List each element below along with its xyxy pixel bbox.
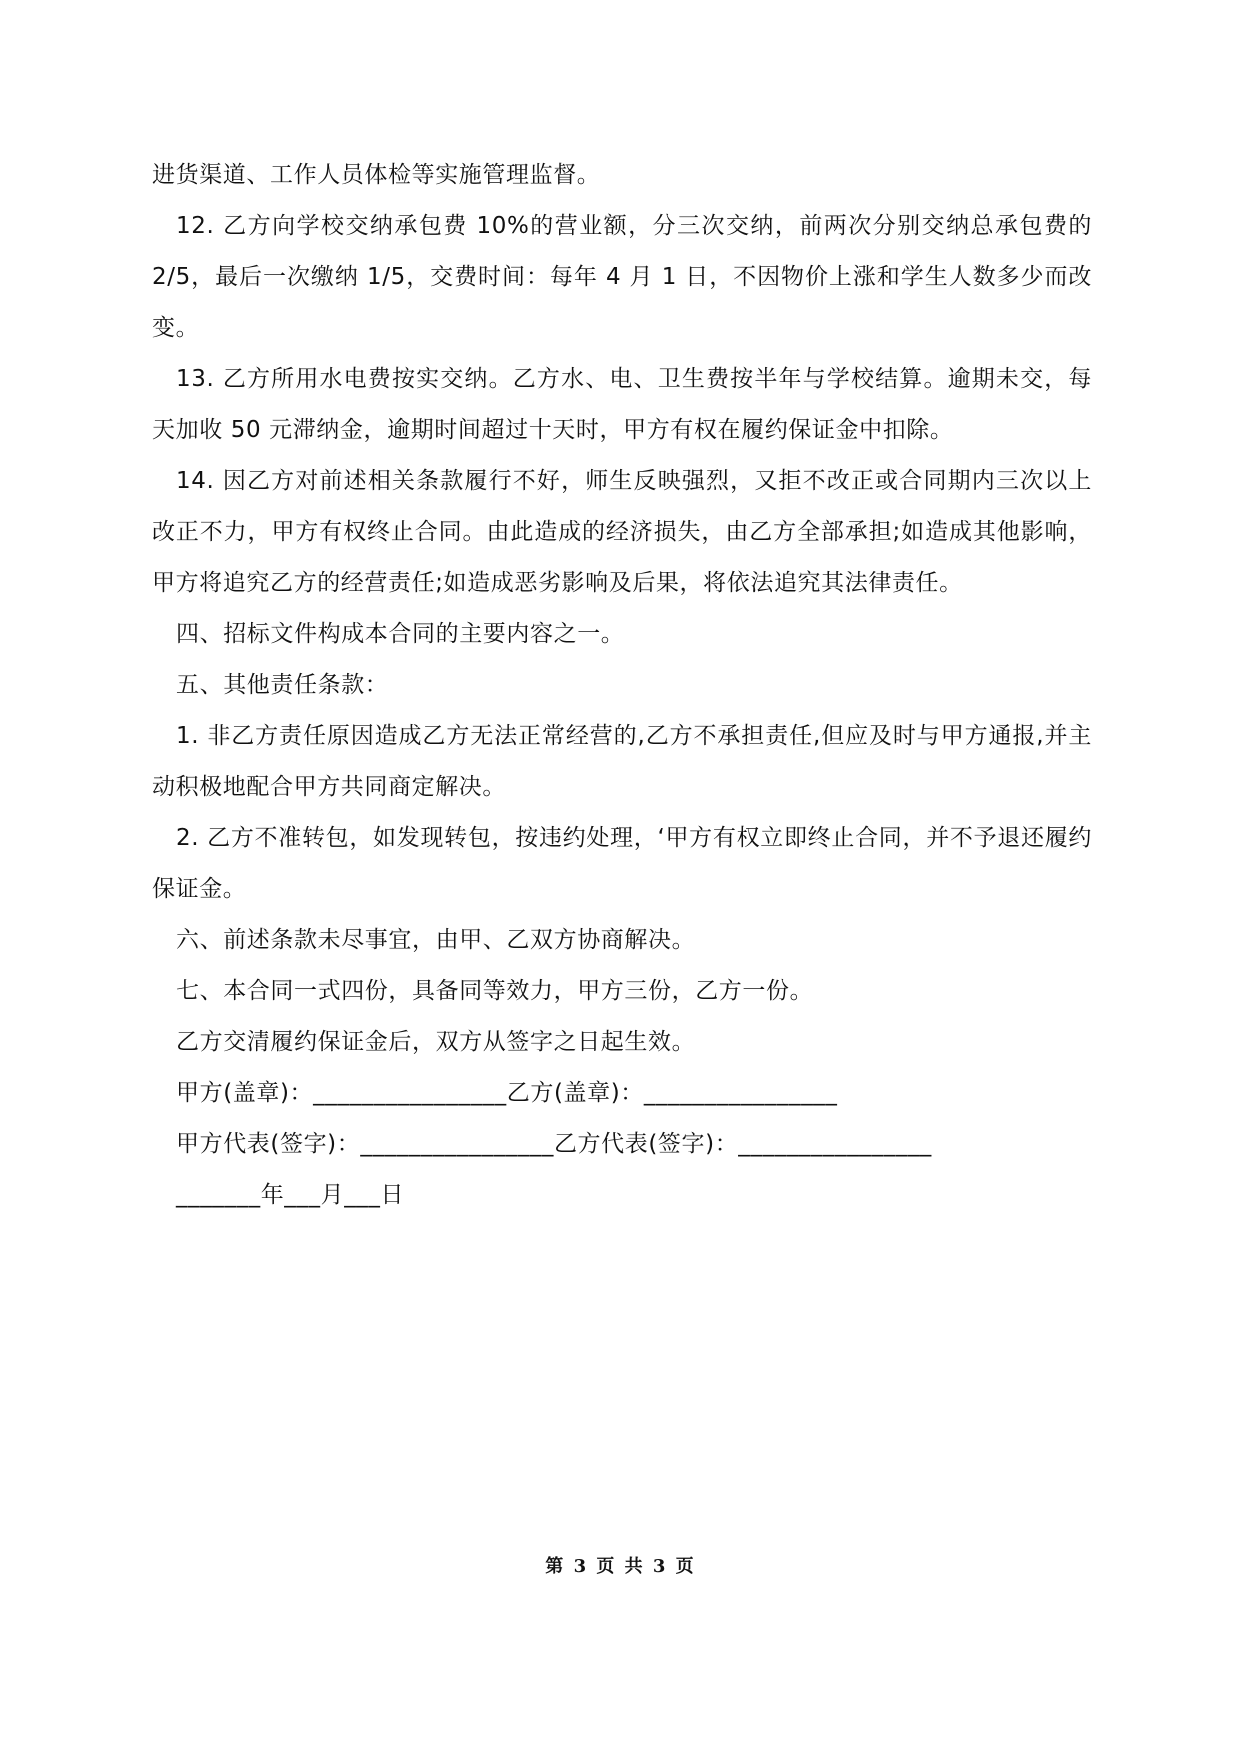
date-line: _______年___月___日	[176, 1182, 405, 1208]
paragraph-continuation: 进货渠道、工作人员体检等实施管理监督。	[152, 162, 601, 188]
section-four: 四、招标文件构成本合同的主要内容之一。	[176, 621, 625, 647]
document-body	[152, 150, 1092, 1221]
section-five-clause-1: 1. 非乙方责任原因造成乙方无法正常经营的,乙方不承担责任,但应及时与甲方通报,并主动积极地配合甲方共同商定解决。	[152, 723, 1092, 800]
section-five-clause-2: 2. 乙方不准转包，如发现转包，按违约处理，‘甲方有权立即终止合同，并不予退还履约保证金。	[152, 825, 1092, 902]
section-seven: 七、本合同一式四份，具备同等效力，甲方三份，乙方一份。	[176, 978, 814, 1004]
seal-signature-line: 甲方(盖章)：________________乙方(盖章)：________________	[176, 1080, 838, 1106]
clause-14: 14. 因乙方对前述相关条款履行不好，师生反映强烈，又拒不改正或合同期内三次以上改正不力，甲方有权终止合同。由此造成的经济损失，由乙方全部承担;如造成其他影响，甲方将追究乙方的经营责任;如造成恶劣影响及后果，将依法追究其法律责任。	[152, 468, 1092, 596]
section-six: 六、前述条款未尽事宜，由甲、乙双方协商解决。	[176, 927, 696, 953]
representative-signature-line: 甲方代表(签字)：________________乙方代表(签字)：________________	[176, 1131, 932, 1157]
clause-12: 12. 乙方向学校交纳承包费 10%的营业额，分三次交纳，前两次分别交纳总承包费的 2/5，最后一次缴纳 1/5，交费时间：每年 4 月 1 日，不因物价上涨和学生人数多少而改变。	[152, 213, 1092, 341]
page-number-footer: 第 3 页 共 3 页	[545, 1556, 696, 1577]
effective-clause: 乙方交清履约保证金后，双方从签字之日起生效。	[176, 1029, 696, 1055]
section-five-heading: 五、其他责任条款：	[176, 672, 389, 698]
clause-13: 13. 乙方所用水电费按实交纳。乙方水、电、卫生费按半年与学校结算。逾期未交，每天加收 50 元滞纳金，逾期时间超过十天时，甲方有权在履约保证金中扣除。	[152, 366, 1092, 443]
